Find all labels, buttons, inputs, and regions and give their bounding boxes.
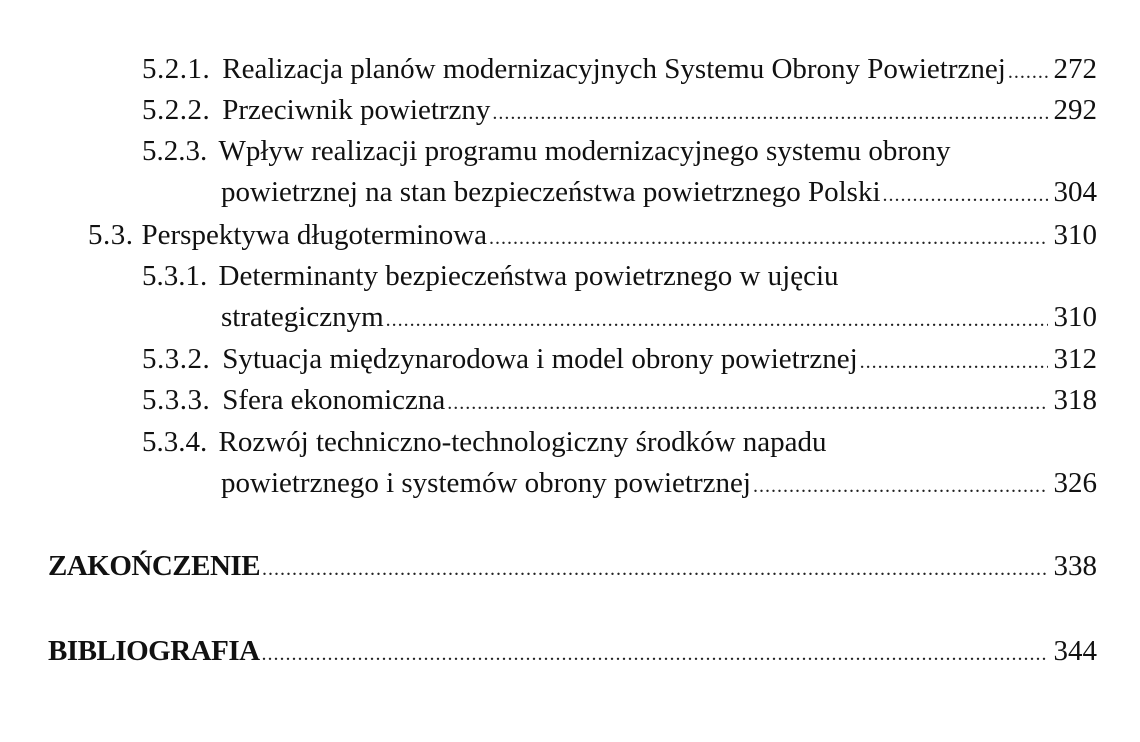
toc-entry-title-line2: powietrznej na stan bezpieczeństwa powietrznego Polski: [221, 176, 881, 208]
toc-chapter-zakonczenie: [48, 547, 1097, 588]
toc-entry-5-3-4-second-line: [221, 464, 1097, 505]
toc-entry-page: 326: [1053, 467, 1097, 499]
toc-entry-5-2-3-first-line: [142, 132, 951, 170]
toc-entry-title: Perspektywa długoterminowa: [141, 219, 488, 251]
toc-entry-5-2-2: [142, 91, 1097, 132]
toc-entry-title-line1: Determinanty bezpieczeństwa powietrznego w ujęciu: [218, 260, 839, 292]
toc-entry-5-2-1: [142, 50, 1097, 91]
toc-chapter-page: 338: [1053, 550, 1097, 582]
toc-entry-number: 5.3.1.: [142, 260, 208, 292]
toc-entry-number: 5.3.3.: [142, 384, 211, 416]
toc-leader-dots: [262, 550, 1048, 588]
toc-entry-page: 292: [1053, 94, 1097, 126]
toc-leader-dots: [447, 384, 1048, 422]
toc-entry-5-3-1-second-line: [221, 298, 1097, 339]
toc-entry-page: 318: [1053, 384, 1097, 416]
toc-entry-title-line2: powietrznego i systemów obrony powietrznej: [221, 467, 751, 499]
toc-entry-page: 310: [1053, 301, 1097, 333]
toc-chapter-page: 344: [1053, 635, 1097, 667]
toc-entry-title: Sytuacja międzynarodowa i model obrony powietrznej: [222, 343, 858, 375]
toc-entry-5-3-1-first-line: [142, 257, 839, 295]
toc-entry-page: 312: [1053, 343, 1097, 375]
toc-chapter-title: ZAKOŃCZENIE: [48, 550, 261, 582]
toc-entry-number: 5.3.: [88, 219, 134, 251]
toc-entry-number: 5.3.4.: [142, 426, 208, 458]
toc-entry-number: 5.2.2.: [142, 94, 211, 126]
toc-leader-dots: [1008, 53, 1048, 91]
toc-leader-dots: [492, 94, 1048, 132]
toc-entry-title: Realizacja planów modernizacyjnych Systemu Obrony Powietrznej: [222, 53, 1006, 85]
toc-leader-dots: [386, 301, 1048, 339]
toc-entry-page: 304: [1053, 176, 1097, 208]
toc-leader-dots: [883, 176, 1048, 214]
toc-leader-dots: [262, 635, 1048, 673]
toc-entry-title: Przeciwnik powietrzny: [222, 94, 491, 126]
toc-entry-5-2-3-second-line: [221, 173, 1097, 214]
toc-entry-5-3-4-first-line: [142, 423, 827, 461]
toc-entry-5-3-2: [142, 340, 1097, 381]
toc-entry-title-line1: Rozwój techniczno-technologiczny środków napadu: [218, 426, 827, 458]
toc-leader-dots: [753, 467, 1048, 505]
toc-entry-title-line1: Wpływ realizacji programu modernizacyjnego systemu obrony: [218, 135, 951, 167]
toc-chapter-bibliografia: [48, 632, 1097, 673]
toc-entry-number: 5.3.2.: [142, 343, 211, 375]
toc-entry-5-3: [88, 216, 1097, 257]
toc-entry-5-3-3: [142, 381, 1097, 422]
toc-entry-number: 5.2.1.: [142, 53, 211, 85]
toc-leader-dots: [860, 343, 1048, 381]
toc-entry-title-line2: strategicznym: [221, 301, 384, 333]
toc-entry-page: 272: [1053, 53, 1097, 85]
toc-entry-page: 310: [1053, 219, 1097, 251]
toc-leader-dots: [489, 219, 1048, 257]
toc-entry-title: Sfera ekonomiczna: [222, 384, 446, 416]
toc-entry-number: 5.2.3.: [142, 135, 208, 167]
toc-chapter-title: BIBLIOGRAFIA: [48, 635, 260, 667]
